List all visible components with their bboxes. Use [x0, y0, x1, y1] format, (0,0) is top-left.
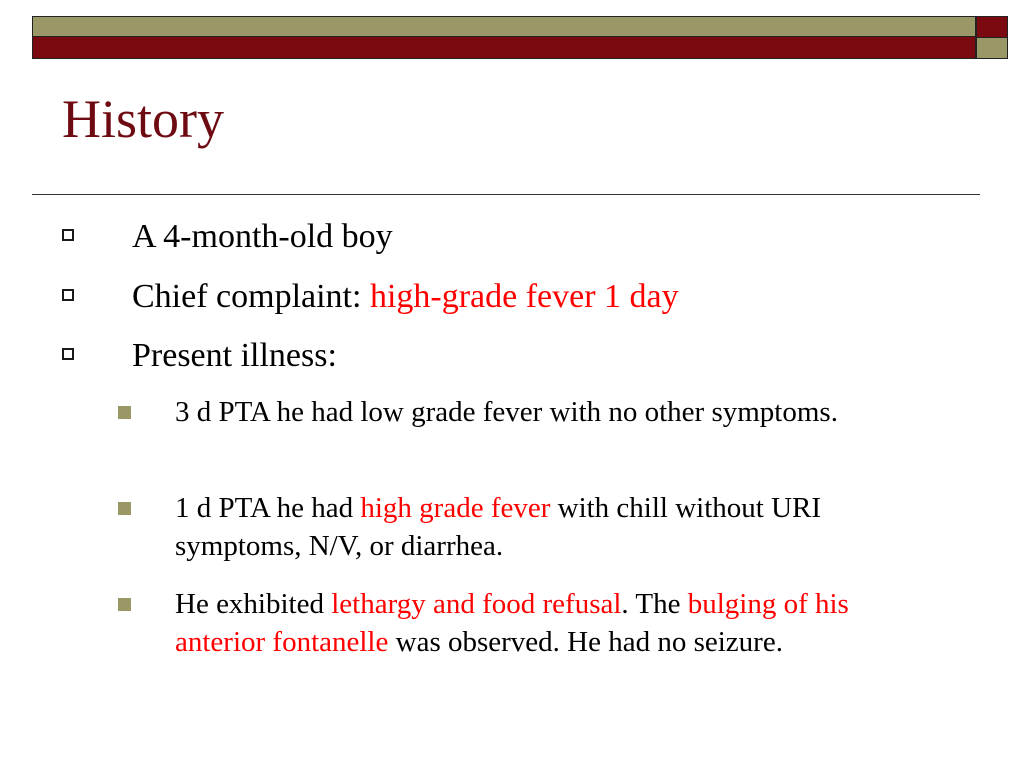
title-divider — [32, 194, 980, 195]
banner-olive-bar — [32, 16, 976, 37]
text-segment: 1 d PTA he had — [175, 492, 361, 524]
hollow-square-bullet-icon — [62, 289, 74, 301]
solid-square-bullet-icon — [118, 502, 131, 515]
sub-bullet-text — [175, 489, 935, 565]
slide-title: History — [62, 89, 224, 149]
solid-square-bullet-icon — [118, 598, 131, 611]
banner-maroon-square — [976, 16, 1008, 38]
hollow-square-bullet-icon — [62, 229, 74, 241]
highlighted-text: lethargy and food refusal — [331, 588, 622, 620]
sub-bullet-text: 3 d PTA he had low grade fever with no other symptoms. — [175, 396, 838, 428]
text-segment: . The — [621, 588, 688, 620]
highlighted-text: bulging of his anterior fontanelle — [175, 588, 849, 658]
text-segment: with chill without URI symptoms, N/V, or diarrhea. — [175, 492, 829, 562]
text-segment: He exhibited — [175, 588, 332, 620]
bullet-text — [132, 277, 679, 317]
header-banner — [32, 16, 1008, 60]
highlighted-text: high-grade fever 1 day — [369, 278, 679, 315]
highlighted-text: high grade fever — [360, 492, 551, 524]
bullet-text: A 4-month-old boy — [132, 218, 393, 255]
solid-square-bullet-icon — [118, 406, 131, 419]
banner-maroon-bar — [32, 37, 976, 59]
banner-olive-square — [976, 38, 1008, 59]
text-segment: was observed. He had no seizure. — [388, 626, 783, 658]
hollow-square-bullet-icon — [62, 348, 74, 360]
bullet-prefix: Chief complaint: — [132, 278, 370, 315]
bullet-text: Present illness: — [132, 337, 337, 374]
sub-bullet-text — [175, 585, 935, 661]
